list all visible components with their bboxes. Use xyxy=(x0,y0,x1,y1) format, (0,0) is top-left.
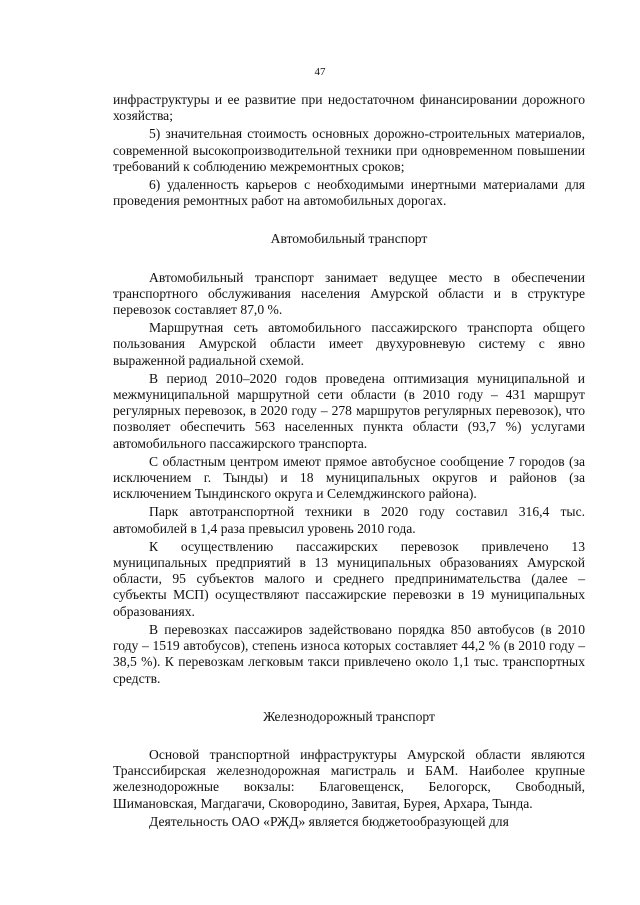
intro-paragraph: инфраструктуры и ее развитие при недостаточном финансировании дорожного хозяйства; xyxy=(113,92,585,124)
auto-paragraph: К осуществлению пассажирских перевозок привлечено 13 муниципальных предприятий в 13 муниципальных образованиях Амурской области, 95 субъектов малого и среднего предпринимательства (далее – субъекты МСП) осуществляют пассажирские перевозки в 19 муниципальных образованиях. xyxy=(113,538,585,619)
auto-paragraph: В перевозках пассажиров задействовано порядка 850 автобусов (в 2010 году – 1519 автобусов), степень износа которых составляет 44,2 % (в 2010 году – 38,5 %). К перевозкам легковым такси привлечено около 1,1 тыс. транспортных средств. xyxy=(113,621,585,686)
page-number: 47 xyxy=(314,66,326,78)
auto-paragraph: В период 2010–2020 годов проведена оптимизация муниципальной и межмуниципальной маршрутной сети области (в 2010 году – 431 маршрут регулярных перевозок, в 2020 году – 278 маршрутов регулярных перевозок), что позволяет обеспечить 563 населенных пункта области (93,7 %) услугами автомобильного пассажирского транспорта. xyxy=(113,370,585,451)
rail-paragraph: Основой транспортной инфраструктуры Амурской области являются Транссибирская железнодорожная магистраль и БАМ. Наиболее крупные железнодорожные вокзалы: Благовещенск, Белогорск, Свободный, Шимановская, Магдагачи, Сковородино, Завитая, Бурея, Архара, Тында. xyxy=(113,746,585,811)
auto-paragraph: С областным центром имеют прямое автобусное сообщение 7 городов (за исключением г. Тынды) и 18 муниципальных округов и районов (за исключением Тындинского округа и Селемджинского района). xyxy=(113,453,585,502)
rail-paragraph: Деятельность ОАО «РЖД» является бюджетообразующей для xyxy=(149,813,509,829)
auto-paragraph: Маршрутная сеть автомобильного пассажирского транспорта общего пользования Амурской области имеет двухуровневую систему с явно выраженной радиальной схемой. xyxy=(113,320,585,368)
auto-paragraph: Парк автотранспортной техники в 2020 году составил 316,4 тыс. автомобилей в 1,4 раза превысил уровень 2010 года. xyxy=(113,504,585,536)
section-heading-rail: Железнодорожный транспорт xyxy=(263,708,435,724)
auto-paragraph: Автомобильный транспорт занимает ведущее место в обеспечении транспортного обслуживания населения Амурской области и в структуре перевозок составляет 87,0 %. xyxy=(113,269,585,318)
intro-paragraph: 6) удаленность карьеров с необходимыми инертными материалами для проведения ремонтных работ на автомобильных дорогах. xyxy=(113,177,585,209)
intro-paragraph: 5) значительная стоимость основных дорожно-строительных материалов, современной высокопроизводительной техники при одновременном повышении требований к соблюдению межремонтных сроков; xyxy=(113,126,585,174)
section-heading-auto: Автомобильный транспорт xyxy=(270,231,428,247)
page-content xyxy=(113,92,585,832)
